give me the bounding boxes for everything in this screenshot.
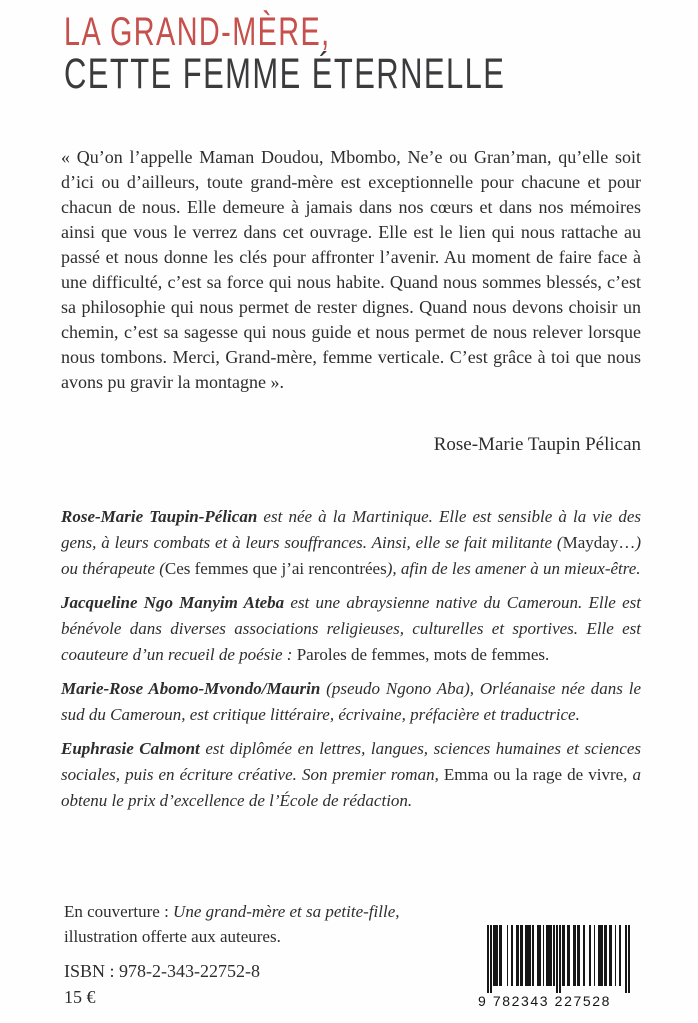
cover-credit-line2: illustration offerte aux auteures. xyxy=(64,927,281,946)
bio-paragraph xyxy=(61,590,641,668)
cover-credit xyxy=(64,899,400,949)
bio-text-segment: Paroles de femmes, mots de femmes. xyxy=(296,645,550,664)
bio-text-segment: ) ou thérapeute ( xyxy=(61,533,641,578)
bio-text-segment: Emma ou la rage de vivre xyxy=(443,765,624,784)
bio-text-segment: est née à la Martinique. Elle est sensible à la vie des gens, à leurs combats et à leurs souffrances. Ainsi, elle se fait militante ( xyxy=(61,507,642,552)
bio-text-segment: Mayday… xyxy=(562,533,636,552)
cover-credit-illustration-title: Une grand-mère et sa petite-fille, xyxy=(173,902,400,921)
author-bios xyxy=(61,504,641,822)
isbn-text: ISBN : 978-2-343-22752-8 xyxy=(64,961,260,981)
bio-author-name: Rose-Marie Taupin-Pélican xyxy=(61,507,258,526)
bio-author-name: Marie-Rose Abomo-Mvondo/Maurin xyxy=(61,679,321,698)
quote-attribution: Rose-Marie Taupin Pélican xyxy=(433,434,641,455)
bio-paragraph xyxy=(61,676,641,728)
price-text: 15 € xyxy=(64,987,96,1007)
book-title-line1: LA GRAND-MÈRE, xyxy=(64,10,331,54)
bio-text-segment: est diplômée en lettres, langues, sciences humaines et sciences sociales, puis en écriture créative. Son premier roman, xyxy=(61,739,641,784)
barcode xyxy=(478,925,637,1009)
barcode-bars xyxy=(487,925,637,993)
bio-text-segment: Ces femmes que j’ai rencontrées xyxy=(164,559,387,578)
cover-credit-prefix: En couverture : xyxy=(64,902,174,921)
bio-text-segment: est une abraysienne native du Cameroun. Elle est bénévole dans diverses associations religieuses, culturelles et sportives. Elle est coauteure d’un recueil de poésie : xyxy=(61,593,641,664)
bio-text-segment: , a obtenu le prix d’excellence de l’École de rédaction. xyxy=(61,765,641,810)
bio-author-name: Jacqueline Ngo Manyim Ateba xyxy=(61,593,285,612)
cover-credit-line1 xyxy=(64,899,400,924)
barcode-number: 9 782343 227528 xyxy=(478,993,611,1009)
back-cover-quote: « Qu’on l’appelle Maman Doudou, Mbombo, Ne’e ou Gran’man, qu’elle soit d’ici ou d’ailleurs, toute grand-mère est exceptionnelle pour chacune et pour chacun de nous. Elle demeure à jamais dans nos cœurs et dans nos mémoires ainsi que vous le verrez dans cet ouvrage. Elle est le lien qui nous rattache au passé et nous donne les clés pour affronter l’avenir. Au moment de faire face à une difficulté, c’est sa force qui nous habite. Quand nous sommes blessés, c’est sa philosophie qui nous permet de rester dignes. Quand nous devons choisir un chemin, c’est sa sagesse qui nous guide et nous permet de nous relever lorsque nous tombons. Merci, Grand-mère, femme verticale. C’est grâce à toi que nous avons pu gravir la montagne ». xyxy=(61,147,641,392)
bio-text-segment: (pseudo Ngono Aba), Orléanaise née dans le sud du Cameroun, est critique littéraire, écrivaine, préfacière et traductrice. xyxy=(61,679,641,724)
bio-text-segment: ), afin de les amener à un mieux-être. xyxy=(386,559,641,578)
book-title-line2: CETTE FEMME ÉTERNELLE xyxy=(64,50,506,98)
bio-author-name: Euphrasie Calmont xyxy=(61,739,200,758)
bio-paragraph xyxy=(61,504,641,582)
bio-paragraph xyxy=(61,736,641,814)
